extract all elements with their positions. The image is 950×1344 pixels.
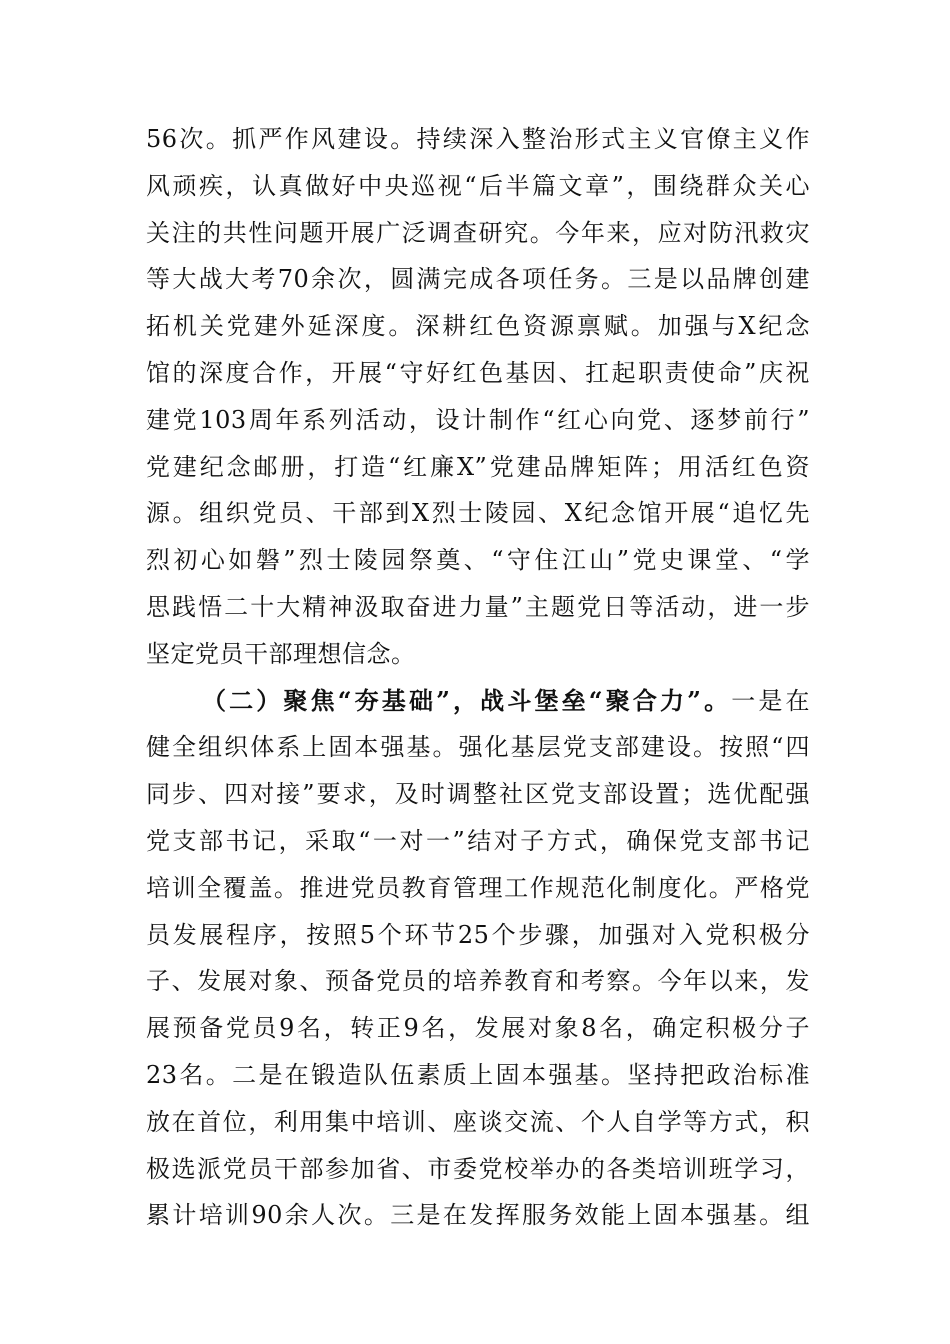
paragraph-line: 党支部书记，采取“一对一”结对子方式，确保党支部书记 (146, 826, 810, 855)
paragraph-line: 建党103周年系列活动，设计制作“红心向党、逐梦前行” (146, 405, 810, 434)
paragraph-line: 馆的深度合作，开展“守好红色基因、扛起职责使命”庆祝 (146, 358, 810, 387)
paragraph-line: 23名。二是在锻造队伍素质上固本强基。坚持把政治标准 (146, 1060, 810, 1089)
paragraph-line: 党建纪念邮册，打造“红廉X”党建品牌矩阵；用活红色资 (146, 452, 810, 481)
paragraph-line: 等大战大考70余次，圆满完成各项任务。三是以品牌创建 (146, 265, 810, 294)
paragraph-line: 员发展程序，按照5个环节25个步骤，加强对入党积极分 (146, 920, 810, 949)
paragraph-line: 关注的共性问题开展广泛调查研究。今年来，应对防汛救灾 (146, 218, 810, 247)
paragraph-line: 培训全覆盖。推进党员教育管理工作规范化制度化。严格党 (146, 873, 810, 902)
paragraph-line: 源。组织党员、干部到X烈士陵园、X纪念馆开展“追忆先 (146, 499, 810, 528)
paragraph-line: 拓机关党建外延深度。深耕红色资源禀赋。加强与X纪念 (146, 312, 810, 341)
paragraph-line: 子、发展对象、预备党员的培养教育和考察。今年以来，发 (146, 967, 810, 996)
paragraph-line: 放在首位，利用集中培训、座谈交流、个人自学等方式，积 (146, 1107, 810, 1136)
section-heading: （二）聚焦“夯基础”，战斗堡垒“聚合力”。 (202, 685, 732, 715)
paragraph-line: 风顽疾，认真做好中央巡视“后半篇文章”，围绕群众关心 (146, 171, 810, 200)
section-heading-line (146, 678, 810, 725)
paragraph-line: 展预备党员9名，转正9名，发展对象8名，确定积极分子 (146, 1014, 810, 1043)
paragraph-line: 思践悟二十大精神汲取奋进力量”主题党日等活动，进一步 (146, 592, 810, 621)
paragraph-line: 烈初心如磐”烈士陵园祭奠、“守住江山”党史课堂、“学 (146, 546, 810, 575)
paragraph-line: 坚定党员干部理想信念。 (146, 639, 416, 668)
paragraph-line: 同步、四对接”要求，及时调整社区党支部设置；选优配强 (146, 780, 810, 809)
paragraph-line: 健全组织体系上固本强基。强化基层党支部建设。按照“四 (146, 733, 810, 762)
body-text (146, 116, 810, 1239)
paragraph-line: 累计培训90余人次。三是在发挥服务效能上固本强基。组 (146, 1201, 810, 1230)
section-heading-continuation: 一是在 (731, 686, 811, 715)
paragraph-line: 极选派党员干部参加省、市委党校举办的各类培训班学习， (146, 1154, 810, 1183)
paragraph-line: 56次。抓严作风建设。持续深入整治形式主义官僚主义作 (146, 125, 810, 153)
